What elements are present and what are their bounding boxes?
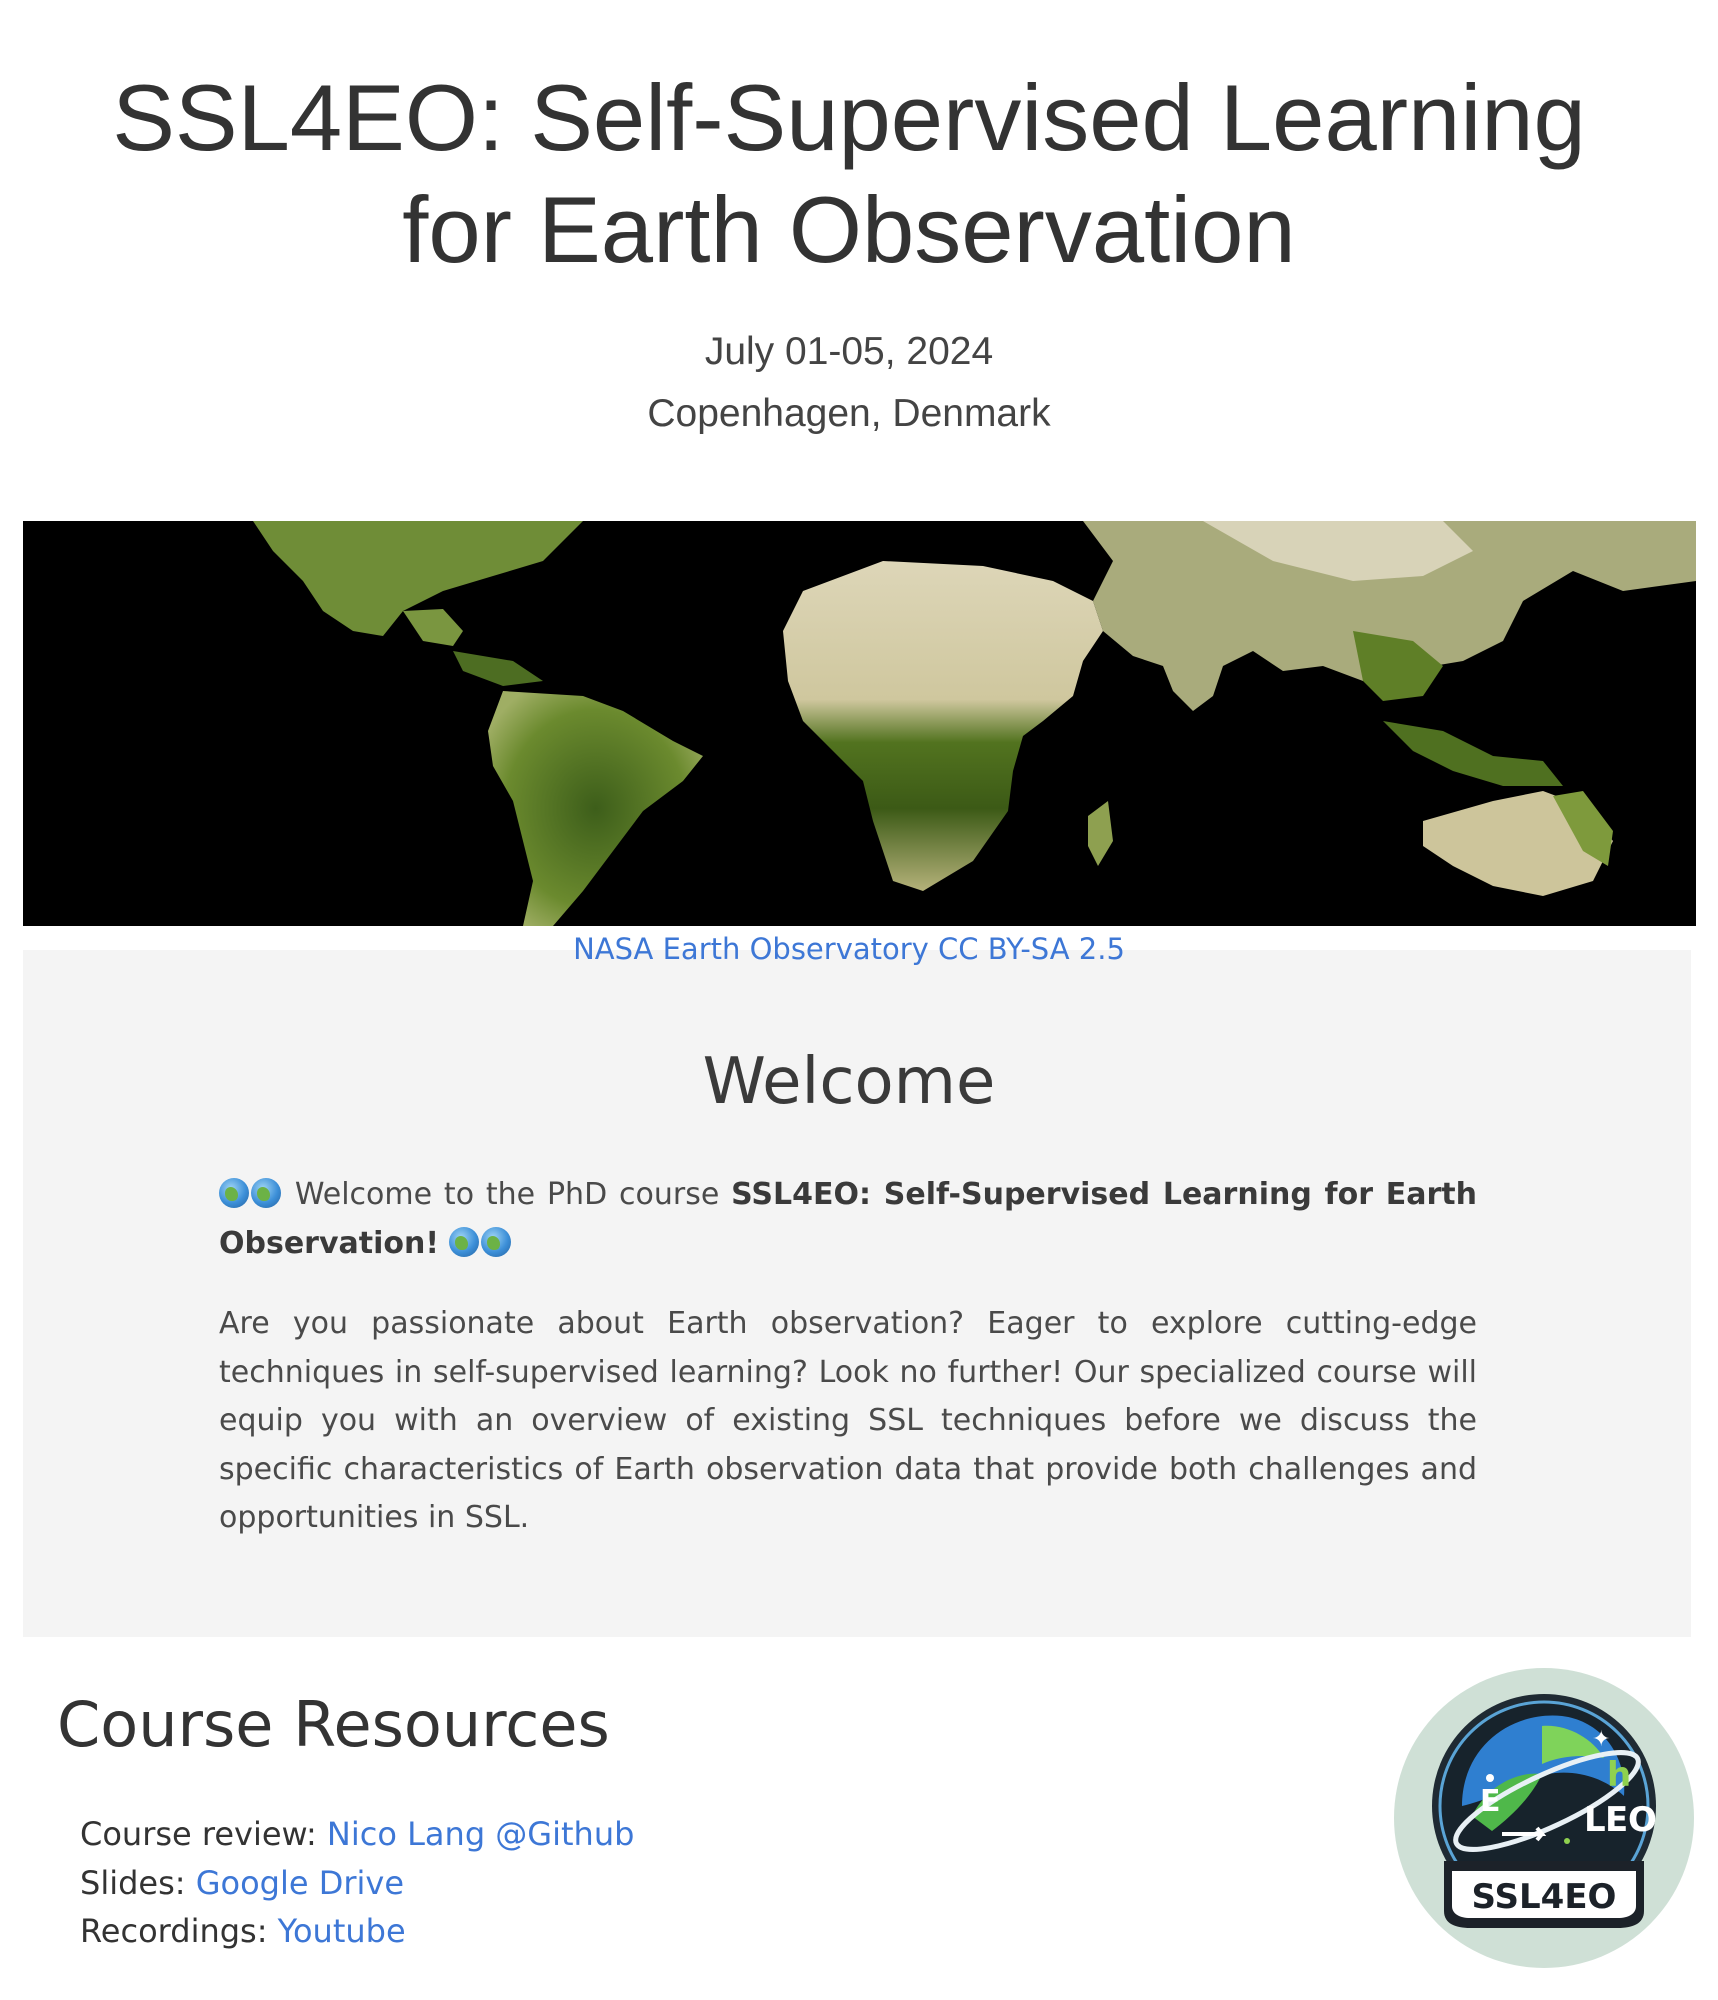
- logo-letter-e-left: E: [1480, 1784, 1501, 1819]
- course-resources-heading: Course Resources: [57, 1688, 610, 1761]
- world-vegetation-map: [23, 521, 1696, 926]
- slides-link[interactable]: Google Drive: [195, 1863, 405, 1902]
- world-map-illustration: [23, 521, 1696, 926]
- logo-letter-o: O: [1628, 1800, 1657, 1840]
- logo-letter-h: h: [1607, 1755, 1632, 1795]
- course-name: SSL4EO: Self-Supervised Learning for Earth Observation!: [219, 1177, 1477, 1261]
- earth-globe-icon: [449, 1227, 479, 1257]
- resource-label: Slides:: [80, 1863, 186, 1902]
- earth-globe-icon: [251, 1178, 281, 1208]
- logo-letter-l: L: [1584, 1800, 1606, 1840]
- recordings-link[interactable]: Youtube: [277, 1912, 406, 1950]
- resource-item-course-review: [80, 1810, 634, 1859]
- event-location: Copenhagen, Denmark: [647, 392, 1051, 435]
- resource-label: Course review:: [80, 1815, 317, 1853]
- course-resources-list: [80, 1810, 634, 1956]
- page-title: [0, 62, 1698, 286]
- welcome-intro: [219, 1171, 1477, 1268]
- ssl4eo-logo-badge: [1392, 1666, 1696, 1970]
- logo-star: ✦: [1592, 1727, 1611, 1752]
- page-title-line-2: for Earth Observation: [402, 177, 1296, 282]
- course-review-link[interactable]: Nico Lang @Github: [326, 1815, 635, 1853]
- welcome-heading: Welcome: [702, 1045, 996, 1119]
- resource-label: Recordings:: [80, 1912, 268, 1950]
- logo-letter-e: E: [1605, 1800, 1629, 1840]
- welcome-body: Are you passionate about Earth observation? Eager to explore cutting-edge techniques in self-supervised learning? Look no further! Our specialized course will equip you with an overview of existing SSL techniques before we discuss the specific characteristics of Earth observation data that provide both challenges and opportunities in SSL.: [219, 1306, 1477, 1535]
- earth-globe-icon: [481, 1227, 511, 1257]
- logo-text: SSL4EO: [1471, 1877, 1617, 1917]
- image-credit-link[interactable]: NASA Earth Observatory CC BY-SA 2.5: [573, 932, 1125, 966]
- ssl4eo-logo: [1392, 1666, 1696, 1970]
- page-title-line-1: SSL4EO: Self-Supervised Learning: [112, 65, 1586, 170]
- resource-item-recordings: [80, 1907, 634, 1956]
- welcome-intro-text: Welcome to the PhD course: [294, 1177, 720, 1212]
- event-date: July 01-05, 2024: [704, 330, 994, 373]
- earth-globe-icon: [219, 1178, 249, 1208]
- resource-item-slides: [80, 1859, 634, 1908]
